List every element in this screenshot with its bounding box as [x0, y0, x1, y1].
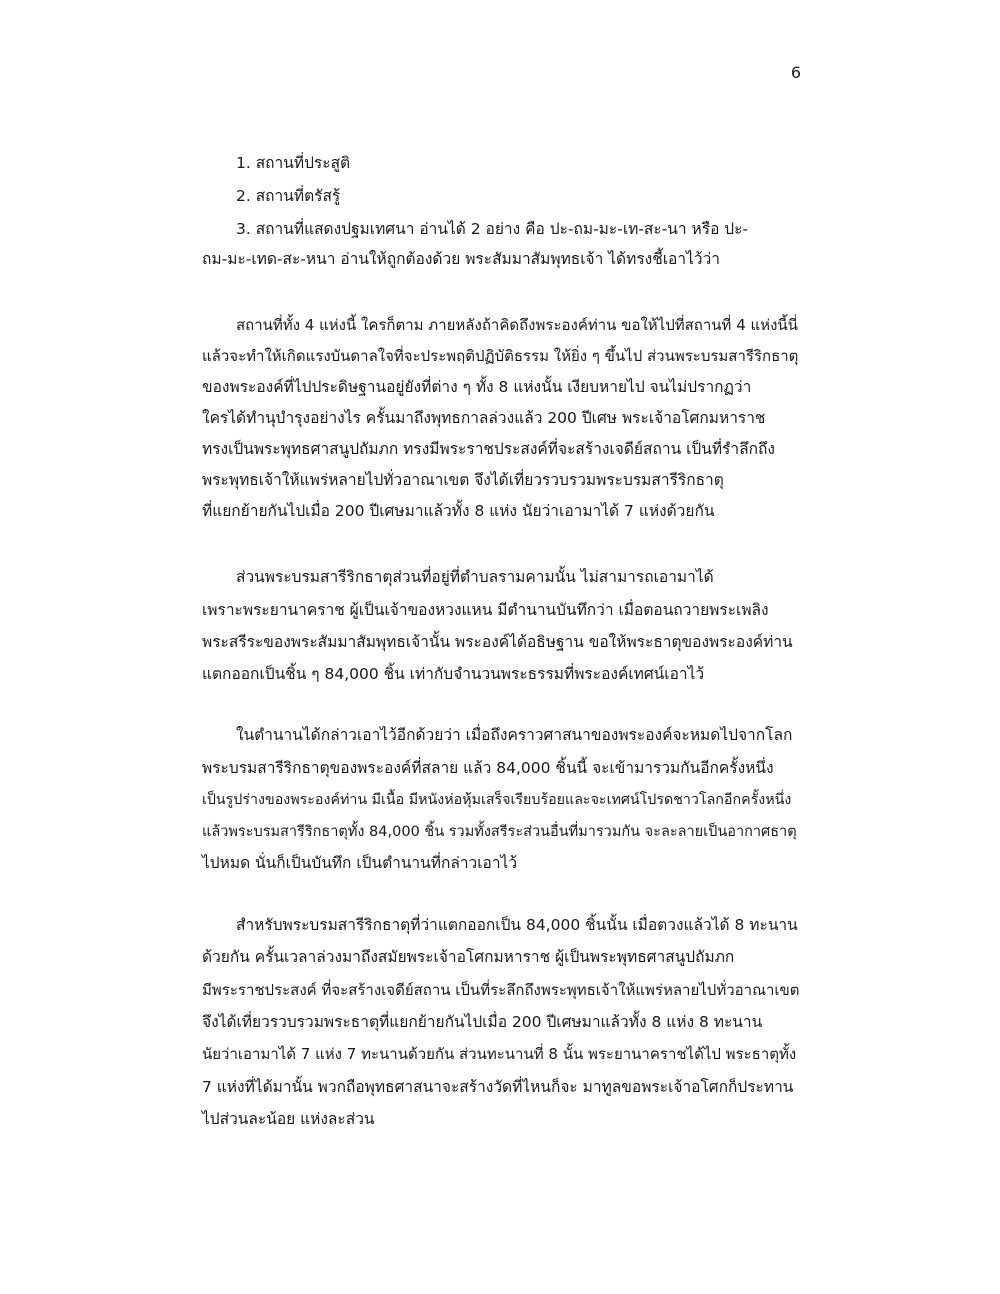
page-number: 6	[790, 63, 801, 82]
paragraph-line: ทรงเป็นพระพุทธศาสนูปถัมภก ทรงมีพระราชประสงค์ที่จะสร้างเจดีย์สถาน เป็นที่รำลึกถึง	[202, 440, 775, 458]
paragraph-line: สำหรับพระบรมสารีริกธาตุที่ว่าแตกออกเป็น 84,000 ชิ้นนั้น เมื่อตวงแล้วได้ 8 ทะนาน	[236, 916, 798, 934]
list-item: 1. สถานที่ประสูติ	[236, 154, 351, 172]
paragraph-line: แล้วพระบรมสารีริกธาตุทั้ง 84,000 ชิ้น รวมทั้งสรีระส่วนอื่นที่มารวมกัน จะละลายเป็นอากาศธาตุ	[202, 824, 797, 840]
paragraph-line: 7 แห่งที่ได้มานั้น พวกถือพุทธศาสนาจะสร้างวัดที่ไหนก็จะ มาทูลขอพระเจ้าอโศกก็ประทาน	[202, 1078, 794, 1096]
paragraph-line: พระสรีระของพระสัมมาสัมพุทธเจ้านั้น พระองค์ได้อธิษฐาน ขอให้พระธาตุของพระองค์ท่าน	[202, 633, 793, 651]
paragraph-line: 3. สถานที่แสดงปฐมเทศนา อ่านได้ 2 อย่าง คือ ปะ-ถม-มะ-เท-สะ-นา หรือ ปะ-	[236, 220, 749, 238]
paragraph-line: นัยว่าเอามาได้ 7 แห่ง 7 ทะนานด้วยกัน ส่วนทะนานที่ 8 นั้น พระยานาคราชได้ไป พระธาตุทั้ง	[202, 1045, 797, 1063]
paragraph-line: จึงได้เที่ยวรวบรวมพระธาตุที่แยกย้ายกันไปเมื่อ 200 ปีเศษมาแล้วทั้ง 8 แห่ง 8 ทะนาน	[202, 1013, 763, 1031]
paragraph-line: ที่แยกย้ายกันไปเมื่อ 200 ปีเศษมาแล้วทั้ง 8 แห่ง นัยว่าเอามาได้ 7 แห่งด้วยกัน	[202, 502, 715, 520]
paragraph-line: ในตำนานได้กล่าวเอาไว้อีกด้วยว่า เมื่อถึงคราวศาสนาของพระองค์จะหมดไปจากโลก	[236, 726, 793, 744]
paragraph-line: พระพุทธเจ้าให้แพร่หลายไปทั่วอาณาเขต จึงได้เที่ยวรวบรวมพระบรมสารีริกธาตุ	[202, 471, 724, 489]
paragraph-line: ส่วนพระบรมสารีริกธาตุส่วนที่อยู่ที่ตำบลรามคามนั้น ไม่สามารถเอามาได้	[236, 568, 714, 586]
paragraph-line: มีพระราชประสงค์ ที่จะสร้างเจดีย์สถาน เป็นที่ระลึกถึงพระพุทธเจ้าให้แพร่หลายไปทั่วอาณาเขต	[202, 981, 800, 999]
paragraph-line: ด้วยกัน ครั้นเวลาล่วงมาถึงสมัยพระเจ้าอโศกมหาราช ผู้เป็นพระพุทธศาสนูปถัมภก	[202, 948, 735, 966]
paragraph-line: สถานที่ทั้ง 4 แห่งนี้ ใครก็ตาม ภายหลังถ้าคิดถึงพระองค์ท่าน ขอให้ไปที่สถานที่ 4 แห่งนี้นี่	[236, 316, 798, 334]
paragraph-line: ของพระองค์ที่ไปประดิษฐานอยู่ยังที่ต่าง ๆ ทั้ง 8 แห่งนั้น เงียบหายไป จนไม่ปรากฏว่า	[202, 378, 752, 396]
paragraph-line: ใครได้ทำนุบำรุงอย่างไร ครั้นมาถึงพุทธกาลล่วงแล้ว 200 ปีเศษ พระเจ้าอโศกมหาราช	[202, 409, 766, 427]
paragraph-line: ไปส่วนละน้อย แห่งละส่วน	[202, 1110, 375, 1128]
paragraph-line: แล้วจะทำให้เกิดแรงบันดาลใจที่จะประพฤติปฏิบัติธรรม ให้ยิ่ง ๆ ขึ้นไป ส่วนพระบรมสารีริกธาตุ	[202, 347, 799, 365]
paragraph-line: พระบรมสารีริกธาตุของพระองค์ที่สลาย แล้ว 84,000 ชิ้นนี้ จะเข้ามารวมกันอีกครั้งหนึ่ง	[202, 759, 774, 777]
paragraph-line: ไปหมด นั่นก็เป็นบันทึก เป็นตำนานที่กล่าวเอาไว้	[202, 854, 518, 872]
list-item: 2. สถานที่ตรัสรู้	[236, 187, 341, 205]
paragraph-line: แตกออกเป็นชิ้น ๆ 84,000 ชิ้น เท่ากับจำนวนพระธรรมที่พระองค์เทศน์เอาไว้	[202, 665, 705, 683]
paragraph-line: เป็นรูปร่างของพระองค์ท่าน มีเนื้อ มีหนังห่อหุ้มเสร็จเรียบร้อยและจะเทศน์โปรดชาวโลกอีกครั้งหนึ่ง	[202, 792, 792, 808]
paragraph-line: เพราะพระยานาคราช ผู้เป็นเจ้าของหวงแหน มีตำนานบันทึกว่า เมื่อตอนถวายพระเพลิง	[202, 601, 769, 619]
paragraph-line: ถม-มะ-เทด-สะ-หนา อ่านให้ถูกต้องด้วย พระสัมมาสัมพุทธเจ้า ได้ทรงชี้เอาไว้ว่า	[202, 250, 720, 268]
